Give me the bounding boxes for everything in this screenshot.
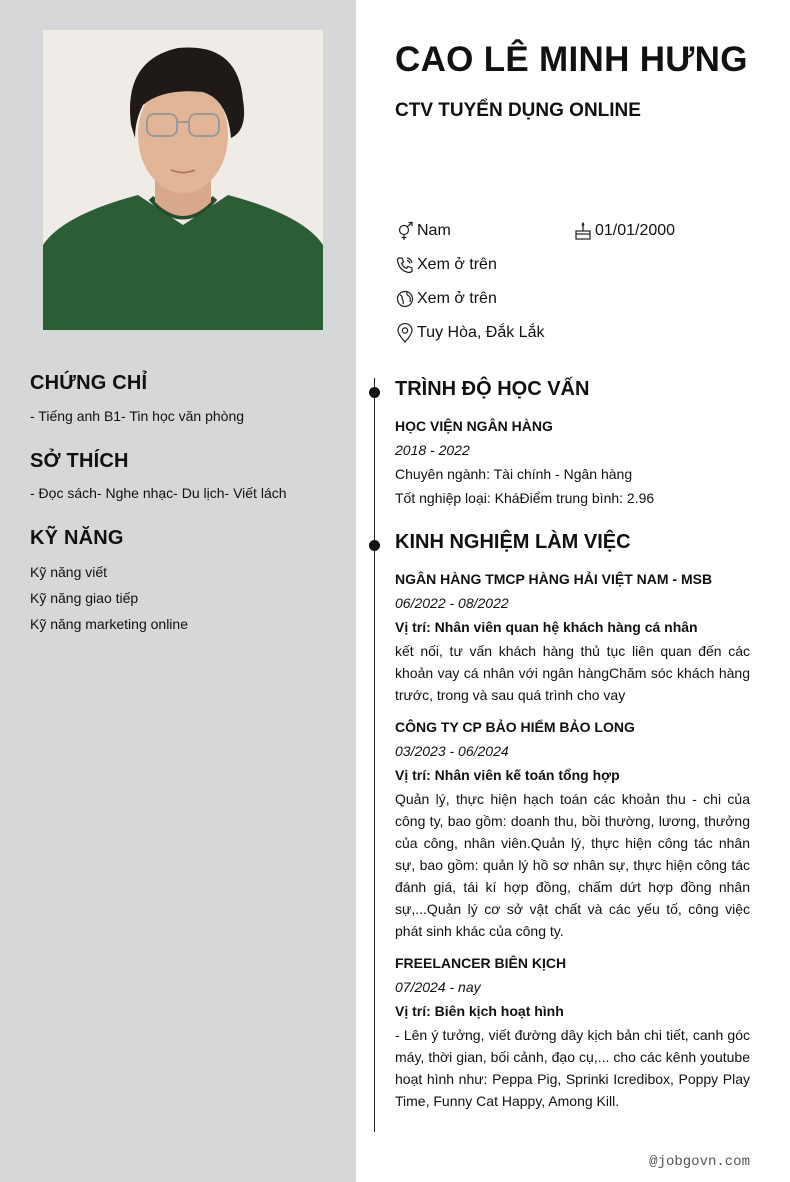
- job-position: Vị trí: Biên kịch hoạt hình: [395, 1003, 564, 1019]
- job-company: FREELANCER BIÊN KỊCH: [395, 955, 567, 971]
- education-period: 2018 - 2022: [395, 442, 470, 458]
- certificates-heading: CHỨNG CHỈ: [30, 372, 148, 394]
- location-pin-icon: [395, 323, 415, 343]
- dob-value: 01/01/2000: [595, 222, 676, 239]
- job-position: Vị trí: Nhân viên quan hệ khách hàng cá nhân: [395, 619, 698, 635]
- gender-value: Nam: [417, 222, 451, 239]
- birthday-cake-icon: [573, 221, 593, 241]
- job-period: 07/2024 - nay: [395, 979, 481, 995]
- watermark: @jobgovn.com: [649, 1154, 750, 1170]
- profile-photo: [43, 30, 323, 330]
- experience-heading: KINH NGHIỆM LÀM VIỆC: [395, 531, 631, 553]
- job-period: 03/2023 - 06/2024: [395, 743, 509, 759]
- school-name: HỌC VIỆN NGÂN HÀNG: [395, 418, 553, 434]
- job-company: NGÂN HÀNG TMCP HÀNG HẢI VIỆT NAM - MSB: [395, 571, 713, 587]
- globe-icon: [395, 289, 415, 309]
- skill-item: Kỹ năng viết: [30, 564, 108, 580]
- skills-heading: KỸ NĂNG: [30, 527, 124, 549]
- hobbies-heading: SỞ THÍCH: [30, 450, 129, 472]
- phone-info: [395, 255, 497, 275]
- gender-icon: [395, 221, 415, 241]
- job-position: Vị trí: Nhân viên kế toán tổng hợp: [395, 767, 620, 783]
- address-value: Tuy Hòa, Đắk Lắk: [417, 324, 545, 341]
- timeline-line: [374, 378, 375, 1132]
- certificates-text: - Tiếng anh B1- Tin học văn phòng: [30, 408, 245, 424]
- address-info: [395, 323, 544, 343]
- job-company: CÔNG TY CP BẢO HIỂM BẢO LONG: [395, 719, 635, 735]
- hobbies-text: - Đọc sách- Nghe nhạc- Du lịch- Viết lách: [30, 485, 287, 501]
- website-value: Xem ở trên: [417, 290, 497, 307]
- website-info: [395, 289, 497, 309]
- skill-item: Kỹ năng giao tiếp: [30, 590, 139, 606]
- candidate-name: CAO LÊ MINH HƯNG: [395, 40, 748, 79]
- education-grade: Tốt nghiệp loại: KháĐiểm trung bình: 2.96: [395, 490, 655, 506]
- gender-info: [395, 221, 451, 241]
- job-description: kết nối, tư vấn khách hàng thủ tục liên quan đến các khoản vay cá nhân với ngân hàngChăm sóc khách hàng trước, trong và sau quá trình cho vay: [395, 643, 750, 703]
- phone-value: Xem ở trên: [417, 256, 497, 273]
- education-heading: TRÌNH ĐỘ HỌC VẤN: [395, 378, 590, 400]
- dob-info: [573, 221, 675, 241]
- timeline-dot: [369, 540, 380, 551]
- job-description: - Lên ý tưởng, viết đường dây kịch bản chi tiết, canh góc máy, thời gian, bối cảnh, đạo cụ,... cho các kênh youtube hoạt hình như: Peppa Pig, Sprinki Icredibox, Poppy Play Time, Funny Cat Happy, Among Kill.: [395, 1027, 750, 1109]
- timeline-dot: [369, 387, 380, 398]
- job-description: Quản lý, thực hiện hạch toán các khoản thu - chi của công ty, bao gồm: doanh thu, bồi thường, lương, thưởng của công, nhân viên.Quản lý, thực hiện công tác nhân sự, bao gồm: quản lý hồ sơ nhân sự, thực hiện công tác đánh giá, tái kí hợp đồng, chấm dứt hợp đồng nhân sự,...Quản lý cơ sở vật chất và các yếu tố, công việc phát sinh khác của công ty.: [395, 791, 750, 939]
- skill-item: Kỹ năng marketing online: [30, 616, 188, 632]
- job-period: 06/2022 - 08/2022: [395, 595, 509, 611]
- candidate-role: CTV TUYỂN DỤNG ONLINE: [395, 100, 641, 121]
- phone-icon: [395, 255, 415, 275]
- education-major: Chuyên ngành: Tài chính - Ngân hàng: [395, 466, 633, 482]
